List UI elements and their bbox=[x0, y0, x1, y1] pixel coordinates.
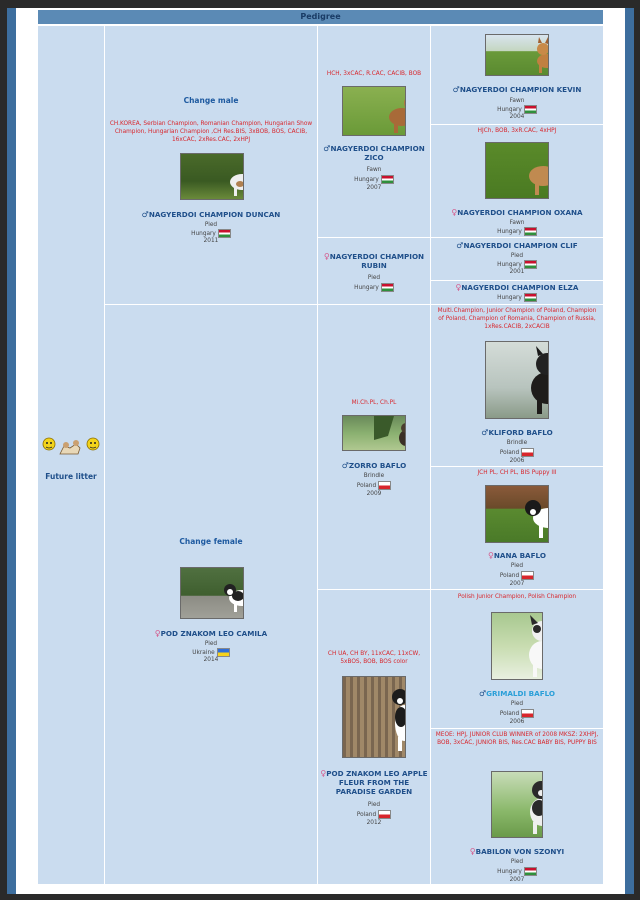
female-icon: ♀ bbox=[488, 551, 494, 560]
kliford-country bbox=[431, 448, 603, 457]
female-icon: ♀ bbox=[455, 283, 462, 292]
kliford-color: Brindle bbox=[506, 440, 528, 446]
babilon-name-text: BABILON VON SZONYI bbox=[475, 847, 565, 856]
apple-name[interactable] bbox=[318, 769, 430, 796]
male-icon: ♂ bbox=[456, 241, 464, 250]
clif-name[interactable] bbox=[431, 241, 603, 250]
sire-year: 2011 bbox=[203, 238, 219, 244]
elza-cell bbox=[431, 281, 603, 304]
nana-titles: JCH PL, CH PL, BIS Puppy III bbox=[477, 470, 557, 476]
kliford-name[interactable] bbox=[431, 428, 603, 437]
sire-color: Pied bbox=[204, 222, 218, 228]
male-icon: ♂ bbox=[452, 85, 460, 94]
sire-titles: CH.KOREA, Serbian Champion, Romanian Champion, Hungarian Show Champion, Hungarian Champion ,CH Res.BIS, 3xBOB, BOS, CACIB, 16xCAC, 2xRes.CAC, 2xHPJ bbox=[109, 121, 313, 143]
apple-year: 2012 bbox=[366, 820, 382, 826]
zorro-cell bbox=[318, 305, 430, 589]
poland-flag-icon bbox=[521, 448, 534, 457]
zico-cell bbox=[318, 26, 430, 237]
kliford-titles: Multi.Champion, Junior Champion of Poland, Champion of Poland, Champion of Romania, Champion of Russia, 1xRes.CACIB, 2xCACIB bbox=[437, 308, 597, 330]
zico-country-text: Hungary bbox=[354, 177, 379, 183]
change-female-link[interactable]: Change female bbox=[179, 537, 243, 546]
babilon-color: Pied bbox=[510, 859, 524, 865]
hungary-flag-icon bbox=[381, 175, 394, 184]
apple-titles: CH UA, CH BY, 11xCAC, 11xCW, 5xBOS, BOB, BOS color bbox=[327, 651, 421, 665]
female-icon: ♀ bbox=[323, 252, 330, 261]
poland-flag-icon bbox=[378, 481, 391, 490]
female-icon: ♀ bbox=[469, 847, 476, 856]
sire-cell bbox=[105, 26, 317, 304]
kliford-year: 2006 bbox=[509, 458, 525, 464]
zorro-country-text: Poland bbox=[356, 483, 377, 489]
grimaldi-cell bbox=[431, 590, 603, 728]
zico-color: Fawn bbox=[366, 167, 382, 173]
rubin-name[interactable] bbox=[318, 252, 430, 270]
left-border-stripe bbox=[7, 8, 16, 894]
zorro-country bbox=[318, 481, 430, 490]
grimaldi-name[interactable] bbox=[431, 689, 603, 698]
grimaldi-color: Pied bbox=[510, 701, 524, 707]
male-icon: ♂ bbox=[141, 210, 149, 219]
kliford-country-text: Poland bbox=[499, 450, 520, 456]
dam-name-text: POD ZNAKOM LEO CAMILA bbox=[160, 629, 268, 638]
female-icon: ♀ bbox=[320, 769, 327, 778]
nana-country-text: Poland bbox=[499, 573, 520, 579]
nana-country bbox=[431, 571, 603, 580]
hungary-flag-icon bbox=[524, 293, 537, 302]
grimaldi-country bbox=[431, 709, 603, 718]
apple-country bbox=[318, 810, 430, 819]
grimaldi-country-text: Poland bbox=[499, 711, 520, 717]
kliford-cell bbox=[431, 305, 603, 466]
nana-year: 2007 bbox=[509, 581, 525, 587]
rubin-country bbox=[318, 283, 430, 292]
female-icon: ♀ bbox=[154, 629, 161, 638]
kevin-name-text: NAGYERDOI CHAMPION KEVIN bbox=[459, 85, 582, 94]
dam-name[interactable] bbox=[105, 629, 317, 638]
nana-cell bbox=[431, 467, 603, 589]
kevin-country-text: Hungary bbox=[497, 107, 522, 113]
babilon-photo bbox=[491, 771, 543, 838]
kevin-photo bbox=[485, 34, 549, 76]
oxana-name[interactable] bbox=[431, 208, 603, 217]
zico-photo bbox=[342, 86, 406, 136]
pedigree-header: Pedigree bbox=[38, 10, 603, 24]
clif-cell bbox=[431, 238, 603, 280]
dam-color: Pied bbox=[204, 641, 218, 647]
male-icon: ♂ bbox=[481, 428, 489, 437]
grimaldi-photo bbox=[491, 612, 543, 680]
zico-name[interactable] bbox=[318, 144, 430, 162]
dam-country-text: Ukraine bbox=[192, 650, 215, 656]
poland-flag-icon bbox=[521, 571, 534, 580]
kevin-year: 2004 bbox=[509, 114, 525, 120]
male-icon: ♂ bbox=[341, 461, 349, 470]
grimaldi-titles: Polish Junior Champion, Polish Champion bbox=[457, 594, 577, 600]
babilon-titles: MEOE: HPJ, JUNIOR CLUB WINNER of 2008 MKSZ: 2XHPJ, BOB, 3xCAC, JUNIOR BIS, Res.CAC BABY BIS, PUPPY BIS bbox=[435, 732, 599, 746]
zorro-color: Brindle bbox=[363, 473, 385, 479]
clif-color: Pied bbox=[510, 253, 524, 259]
zorro-titles: Mi.Ch.PL, Ch.PL bbox=[351, 400, 397, 406]
sire-name-text: NAGYERDOI CHAMPION DUNCAN bbox=[148, 210, 281, 219]
nana-name[interactable] bbox=[431, 551, 603, 560]
kliford-name-text: KLIFORD BAFLO bbox=[488, 428, 553, 437]
oxana-titles: HJCh, BOB, 3xR.CAC, 4xHPJ bbox=[477, 128, 557, 134]
nana-name-text: NANA BAFLO bbox=[493, 551, 546, 560]
hungary-flag-icon bbox=[381, 283, 394, 292]
kevin-name[interactable] bbox=[431, 85, 603, 94]
babilon-year: 2007 bbox=[509, 877, 525, 883]
poland-flag-icon bbox=[521, 709, 534, 718]
elza-name[interactable] bbox=[431, 283, 603, 292]
oxana-cell bbox=[431, 125, 603, 237]
oxana-country bbox=[431, 227, 603, 236]
hungary-flag-icon bbox=[524, 227, 537, 236]
oxana-photo bbox=[485, 142, 549, 199]
kevin-cell bbox=[431, 26, 603, 124]
elza-country-text: Hungary bbox=[497, 295, 522, 301]
rubin-country-text: Hungary bbox=[354, 285, 379, 291]
change-male-link[interactable]: Change male bbox=[183, 96, 239, 105]
clif-name-text: NAGYERDOI CHAMPION CLIF bbox=[463, 241, 578, 250]
clif-country-text: Hungary bbox=[497, 262, 522, 268]
rubin-cell bbox=[318, 238, 430, 304]
right-border-stripe bbox=[625, 8, 634, 894]
babilon-country bbox=[431, 867, 603, 876]
clif-year: 2001 bbox=[509, 269, 525, 275]
nana-color: Pied bbox=[510, 563, 524, 569]
hungary-flag-icon bbox=[524, 867, 537, 876]
apple-name-text: POD ZNAKOM LEO APPLE FLEUR FROM THE PARADISE GARDEN bbox=[326, 769, 428, 796]
zico-country bbox=[318, 175, 430, 184]
dam-cell bbox=[105, 305, 317, 884]
dogs-emoji-icon bbox=[42, 436, 100, 458]
apple-color: Pied bbox=[367, 802, 381, 808]
dam-photo bbox=[180, 567, 244, 619]
elza-name-text: NAGYERDOI CHAMPION ELZA bbox=[461, 283, 579, 292]
male-icon: ♂ bbox=[323, 144, 331, 153]
male-icon: ♂ bbox=[478, 689, 487, 698]
grimaldi-year: 2006 bbox=[509, 719, 525, 725]
apple-cell bbox=[318, 590, 430, 884]
dam-year: 2014 bbox=[203, 657, 219, 663]
future-litter-cell bbox=[38, 26, 104, 884]
grimaldi-name-text: GRIMALDI BAFLO bbox=[486, 689, 556, 698]
zico-year: 2007 bbox=[366, 185, 382, 191]
apple-photo bbox=[342, 676, 406, 758]
rubin-name-text: NAGYERDOI CHAMPION RUBIN bbox=[329, 252, 425, 270]
babilon-country-text: Hungary bbox=[497, 869, 522, 875]
zorro-name-text: ZORRO BAFLO bbox=[348, 461, 407, 470]
sire-country-text: Hungary bbox=[191, 231, 216, 237]
zico-name-text: NAGYERDOI CHAMPION ZICO bbox=[330, 144, 425, 162]
kevin-color: Fawn bbox=[509, 98, 525, 104]
babilon-name[interactable] bbox=[431, 847, 603, 856]
kliford-photo bbox=[485, 341, 549, 419]
rubin-color: Pied bbox=[367, 275, 381, 281]
zorro-photo bbox=[342, 415, 406, 451]
oxana-name-text: NAGYERDOI CHAMPION OXANA bbox=[457, 208, 583, 217]
oxana-color: Fawn bbox=[509, 220, 525, 226]
future-litter-label: Future litter bbox=[45, 472, 97, 481]
zico-titles: HCH, 3xCAC, R.CAC, CACIB, BOB bbox=[326, 71, 422, 77]
nana-photo bbox=[485, 485, 549, 543]
female-icon: ♀ bbox=[451, 208, 458, 217]
elza-country bbox=[431, 293, 603, 302]
sire-photo bbox=[180, 153, 244, 200]
babilon-cell bbox=[431, 729, 603, 884]
zorro-name[interactable] bbox=[318, 461, 430, 470]
zorro-year: 2009 bbox=[366, 491, 382, 497]
poland-flag-icon bbox=[378, 810, 391, 819]
oxana-country-text: Hungary bbox=[497, 229, 522, 235]
apple-country-text: Poland bbox=[356, 812, 377, 818]
sire-name[interactable] bbox=[105, 210, 317, 219]
